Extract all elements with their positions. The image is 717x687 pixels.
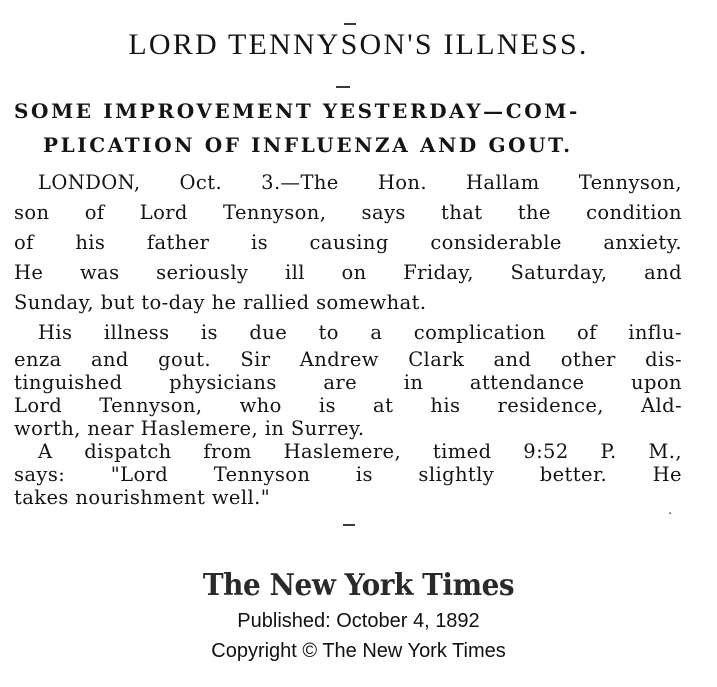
body-line: enza and gout. Sir Andrew Clark and other dis- <box>14 348 682 371</box>
copyright-notice: Copyright © The New York Times <box>211 640 506 662</box>
body-line: worth, near Haslemere, in Surrey. <box>14 417 365 440</box>
article-deck <box>0 94 580 162</box>
body-line: son of Lord Tennyson, says that the condition <box>14 201 682 224</box>
body-line: LONDON, Oct. 3.—The Hon. Hallam Tennyson, <box>38 171 682 194</box>
body-line: says: "Lord Tennyson is slightly better. He <box>14 463 682 486</box>
article-body <box>14 168 682 509</box>
print-speck: · <box>668 506 673 522</box>
page-footer <box>0 566 717 666</box>
body-line: He was seriously ill on Friday, Saturday, and <box>14 261 682 284</box>
body-line: tinguished physicians are in attendance upon <box>14 371 682 394</box>
bottom-rule <box>343 524 355 526</box>
headline-rule <box>336 86 350 88</box>
article-headline: LORD TENNYSON'S ILLNESS. <box>128 28 589 61</box>
nyt-logo[interactable]: The New York Times <box>202 568 515 603</box>
body-line: Lord Tennyson, who is at his residence, Ald- <box>14 394 682 417</box>
body-line: A dispatch from Haslemere, timed 9:52 P. M., <box>38 440 682 463</box>
body-line: Sunday, but to-day he rallied somewhat. <box>14 291 427 314</box>
body-line: takes nourishment well." <box>14 486 271 509</box>
deck-line: SOME IMPROVEMENT YESTERDAY—COM- <box>14 99 580 123</box>
top-rule <box>344 23 356 25</box>
body-line: His illness is due to a complication of influ- <box>38 321 682 344</box>
body-line: of his father is causing considerable anxiety. <box>14 231 682 254</box>
deck-line: PLICATION OF INFLUENZA AND GOUT. <box>43 133 573 157</box>
published-date: Published: October 4, 1892 <box>237 610 480 632</box>
